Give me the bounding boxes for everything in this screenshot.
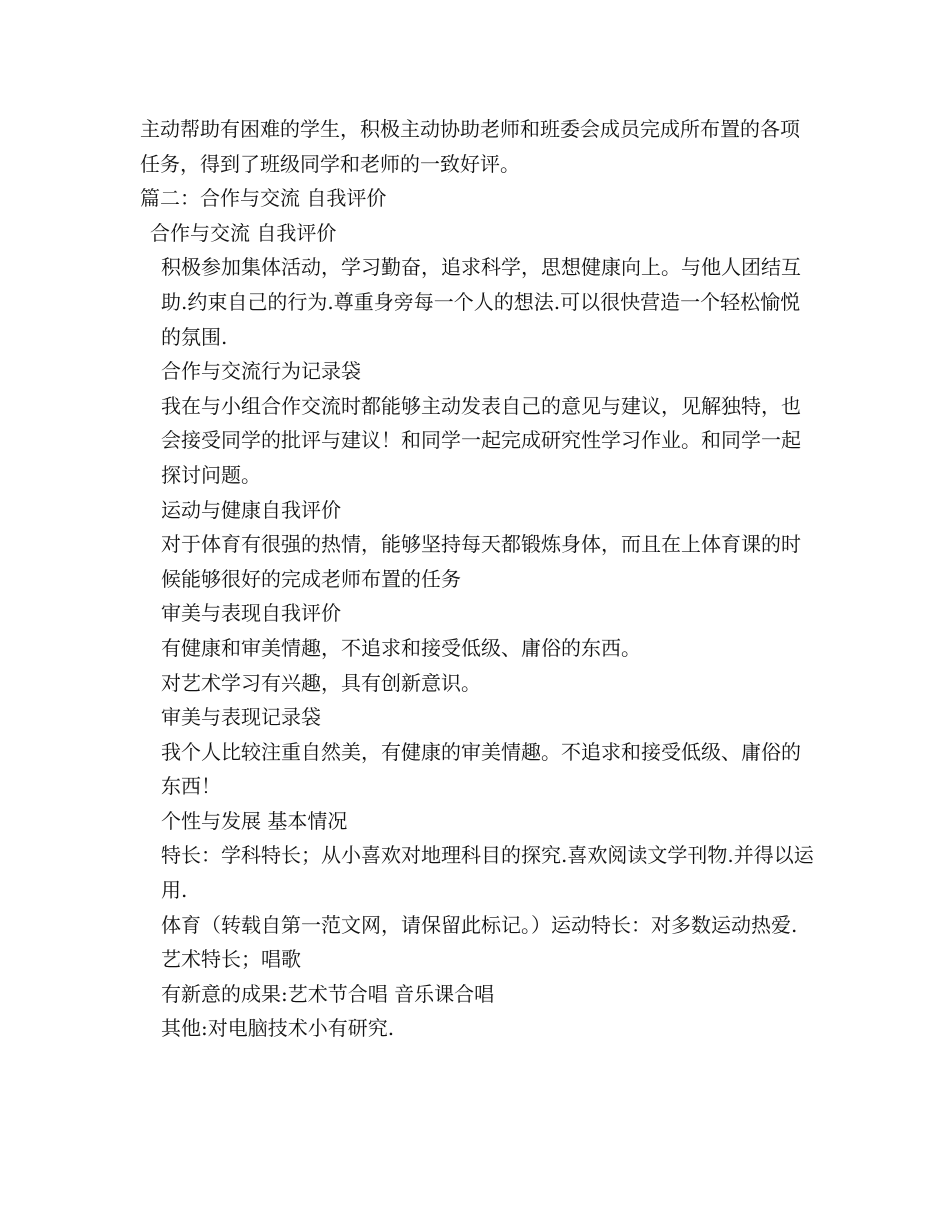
- subsection-heading: 运动与健康自我评价: [161, 497, 341, 522]
- subsection-heading: 合作与交流行为记录袋: [161, 359, 361, 384]
- subsection-heading: 合作与交流 自我评价: [150, 220, 337, 245]
- paragraph: 有新意的成果:艺术节合唱 音乐课合唱: [161, 981, 495, 1006]
- subsection-heading: 审美与表现自我评价: [161, 601, 341, 626]
- subsection-heading: 个性与发展 基本情况: [161, 808, 348, 833]
- paragraph: 特长：学科特长；从小喜欢对地理科目的探究.喜欢阅读文学刊物.并得以运用.: [161, 843, 814, 903]
- paragraph: 其他:对电脑技术小有研究.: [161, 1016, 395, 1041]
- subsection-heading: 审美与表现记录袋: [161, 705, 321, 730]
- paragraph: 艺术特长；唱歌: [161, 947, 301, 972]
- paragraph: 对于体育有很强的热情，能够坚持每天都锻炼身体，而且在上体育课的时候能够很好的完成老师布置的任务: [161, 532, 801, 591]
- paragraph: 对艺术学习有兴趣，具有创新意识。: [161, 670, 481, 695]
- paragraph: 有健康和审美情趣，不追求和接受低级、庸俗的东西。: [161, 635, 641, 660]
- paragraph: 积极参加集体活动，学习勤奋，追求科学，思想健康向上。与他人团结互助.约束自己的行为.尊重身旁每一个人的想法.可以很快营造一个轻松愉悦的氛围.: [161, 255, 801, 349]
- document-body: [140, 112, 816, 1046]
- paragraph: 我个人比较注重自然美，有健康的审美情趣。不追求和接受低级、庸俗的东西！: [161, 739, 801, 799]
- paragraph: 体育（转载自第一范文网，请保留此标记。）运动特长：对多数运动热爱.: [161, 912, 798, 937]
- paragraph: 主动帮助有困难的学生，积极主动协助老师和班委会成员完成所布置的各项任务，得到了班级同学和老师的一致好评。: [140, 117, 800, 176]
- paragraph: 我在与小组合作交流时都能够主动发表自己的意见与建议，见解独特，也会接受同学的批评与建议！和同学一起完成研究性学习作业。和同学一起探讨问题。: [161, 393, 801, 487]
- section-heading: 篇二：合作与交流 自我评价: [140, 186, 387, 211]
